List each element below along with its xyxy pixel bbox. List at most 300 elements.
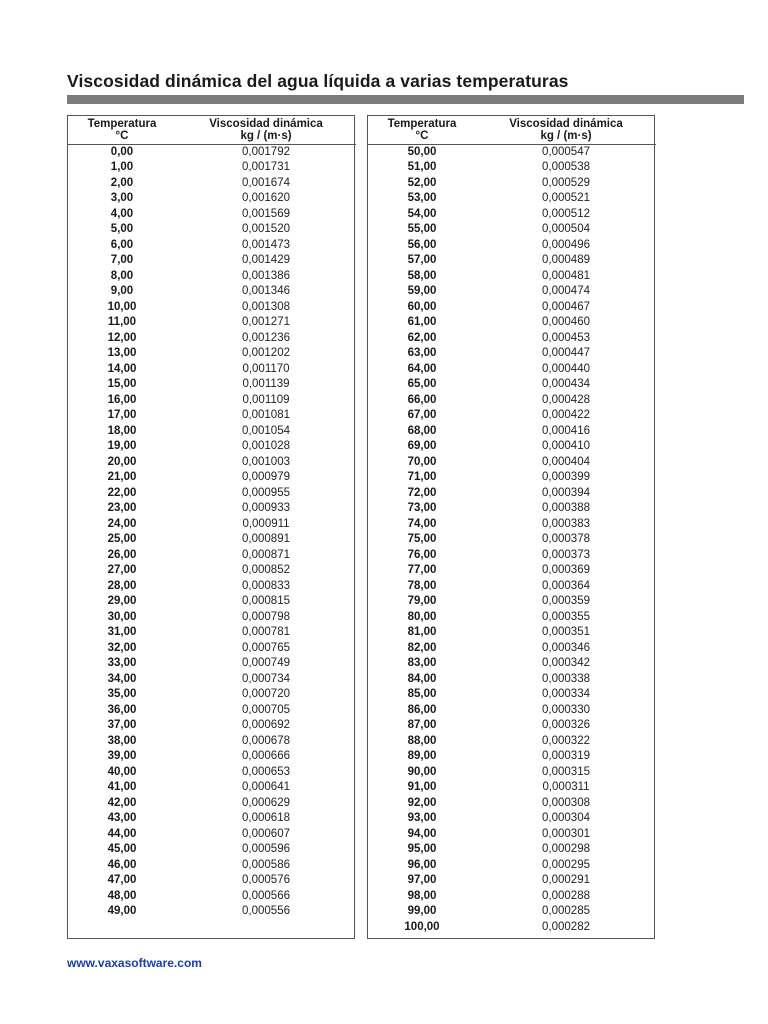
temperature-cell: 4,00 — [110, 207, 134, 220]
viscosity-cell: 0,001202 — [242, 347, 290, 359]
table-row — [368, 191, 656, 207]
table-row — [68, 269, 356, 285]
temperature-cell: 23,00 — [107, 502, 137, 514]
viscosity-cell: 0,001386 — [242, 269, 290, 282]
viscosity-cell: 0,000440 — [542, 362, 590, 375]
viscosity-cell: 0,000334 — [542, 688, 590, 700]
viscosity-cell: 0,001792 — [242, 145, 290, 158]
table-row — [68, 579, 356, 595]
viscosity-cell: 0,001429 — [242, 254, 290, 266]
table-row — [368, 176, 656, 192]
table-row — [68, 873, 356, 889]
viscosity-cell: 0,001569 — [242, 207, 290, 220]
header-unit: °C — [415, 130, 429, 142]
viscosity-cell: 0,000359 — [542, 595, 590, 607]
table-row — [68, 222, 356, 238]
viscosity-cell: 0,000911 — [242, 517, 290, 530]
temperature-cell: 76,00 — [407, 548, 437, 561]
temperature-cell: 30,00 — [107, 610, 137, 623]
viscosity-cell: 0,000852 — [242, 564, 290, 576]
temperature-cell: 35,00 — [107, 688, 137, 700]
viscosity-cell: 0,000416 — [542, 424, 590, 437]
temperature-cell: 41,00 — [107, 781, 137, 793]
viscosity-cell: 0,000308 — [542, 796, 590, 809]
temperature-cell: 32,00 — [107, 641, 137, 654]
viscosity-cell: 0,000434 — [542, 378, 590, 390]
viscosity-cell: 0,000871 — [242, 548, 290, 561]
temperature-cell: 65,00 — [407, 378, 437, 390]
table-row — [368, 920, 656, 936]
viscosity-cell: 0,000330 — [542, 703, 590, 716]
viscosity-cell: 0,000326 — [542, 719, 590, 731]
temperature-cell: 55,00 — [407, 223, 437, 235]
table-row — [68, 718, 356, 734]
table-row — [68, 889, 356, 905]
viscosity-cell: 0,000422 — [542, 409, 590, 421]
temperature-cell: 24,00 — [107, 517, 137, 530]
temperature-cell: 22,00 — [107, 486, 137, 499]
header-unit: °C — [115, 130, 129, 142]
viscosity-cell: 0,000467 — [542, 300, 590, 313]
table-row — [68, 253, 356, 269]
temperature-cell: 42,00 — [107, 796, 137, 809]
temperature-cell: 83,00 — [407, 657, 437, 669]
temperature-cell: 46,00 — [107, 858, 137, 871]
viscosity-cell: 0,000351 — [542, 626, 590, 638]
viscosity-cell: 0,001109 — [242, 393, 290, 406]
viscosity-cell: 0,000749 — [242, 657, 290, 669]
header-label: Temperatura — [387, 118, 457, 130]
table-row — [368, 144, 656, 160]
temperature-cell: 67,00 — [407, 409, 437, 421]
viscosity-cell: 0,000355 — [542, 610, 590, 623]
viscosity-cell: 0,000891 — [242, 533, 290, 545]
table-row — [368, 873, 656, 889]
table-row — [68, 780, 356, 796]
table-row — [68, 563, 356, 579]
temperature-cell: 48,00 — [107, 889, 137, 902]
temperature-cell: 91,00 — [407, 781, 437, 793]
table-row — [368, 501, 656, 517]
temperature-cell: 81,00 — [407, 626, 437, 638]
table-row — [368, 765, 656, 781]
table-row — [368, 563, 656, 579]
temperature-cell: 73,00 — [407, 502, 437, 514]
temperature-cell: 47,00 — [107, 874, 137, 886]
temperature-cell: 99,00 — [407, 905, 437, 917]
temperature-cell: 62,00 — [407, 331, 437, 344]
table-row — [368, 858, 656, 874]
temperature-cell: 38,00 — [107, 734, 137, 747]
temperature-cell: 50,00 — [407, 145, 437, 158]
temperature-cell: 93,00 — [407, 812, 437, 824]
temperature-cell: 5,00 — [110, 223, 134, 235]
footer-website-link[interactable]: www.vaxasoftware.com — [67, 956, 202, 970]
table-row — [368, 455, 656, 471]
table-body-left — [68, 144, 356, 920]
viscosity-cell: 0,000512 — [542, 207, 590, 220]
temperature-cell: 43,00 — [107, 812, 137, 824]
temperature-cell: 10,00 — [107, 300, 137, 313]
temperature-cell: 89,00 — [407, 750, 437, 762]
viscosity-cell: 0,000765 — [242, 641, 290, 654]
table-row — [68, 176, 356, 192]
temperature-cell: 82,00 — [407, 641, 437, 654]
table-row — [68, 532, 356, 548]
temperature-cell: 92,00 — [407, 796, 437, 809]
table-row — [68, 734, 356, 750]
table-row — [368, 160, 656, 176]
table-row — [68, 501, 356, 517]
table-row — [368, 362, 656, 378]
viscosity-cell: 0,000404 — [542, 455, 590, 468]
viscosity-cell: 0,000295 — [542, 858, 590, 871]
temperature-cell: 15,00 — [107, 378, 137, 390]
viscosity-cell: 0,001054 — [242, 424, 290, 437]
viscosity-cell: 0,000301 — [542, 827, 590, 840]
viscosity-cell: 0,000504 — [542, 223, 590, 235]
temperature-cell: 9,00 — [110, 285, 134, 297]
temperature-cell: 16,00 — [107, 393, 137, 406]
table-row — [68, 346, 356, 362]
viscosity-cell: 0,000547 — [542, 145, 590, 158]
viscosity-cell: 0,000586 — [242, 858, 290, 871]
table-row — [368, 486, 656, 502]
viscosity-cell: 0,000815 — [242, 595, 290, 607]
table-row — [68, 827, 356, 843]
temperature-cell: 77,00 — [407, 564, 437, 576]
table-row — [68, 796, 356, 812]
temperature-cell: 100,00 — [404, 920, 440, 933]
table-row — [368, 610, 656, 626]
table-header-row — [68, 116, 356, 144]
temperature-cell: 2,00 — [110, 176, 134, 189]
viscosity-cell: 0,000538 — [542, 161, 590, 173]
viscosity-cell: 0,000399 — [542, 471, 590, 483]
table-row — [68, 687, 356, 703]
temperature-cell: 80,00 — [407, 610, 437, 623]
viscosity-cell: 0,000285 — [542, 905, 590, 917]
viscosity-cell: 0,000388 — [542, 502, 590, 514]
header-label: Temperatura — [87, 118, 157, 130]
table-row — [68, 842, 356, 858]
temperature-cell: 60,00 — [407, 300, 437, 313]
table-row — [68, 362, 356, 378]
temperature-cell: 63,00 — [407, 347, 437, 359]
table-row — [68, 284, 356, 300]
table-row — [68, 656, 356, 672]
temperature-cell: 70,00 — [407, 455, 437, 468]
temperature-cell: 19,00 — [107, 440, 137, 452]
table-row — [368, 207, 656, 223]
table-row — [368, 253, 656, 269]
viscosity-cell: 0,000383 — [542, 517, 590, 530]
viscosity-cell: 0,000304 — [542, 812, 590, 824]
table-row — [368, 780, 656, 796]
viscosity-cell: 0,000678 — [242, 734, 290, 747]
viscosity-cell: 0,000933 — [242, 502, 290, 514]
table-row — [368, 470, 656, 486]
viscosity-column-header — [476, 116, 656, 144]
table-row — [368, 548, 656, 564]
table-row — [368, 656, 656, 672]
temperature-cell: 18,00 — [107, 424, 137, 437]
temperature-cell: 64,00 — [407, 362, 437, 375]
temperature-cell: 74,00 — [407, 517, 437, 530]
viscosity-cell: 0,000576 — [242, 874, 290, 886]
viscosity-cell: 0,000319 — [542, 750, 590, 762]
viscosity-cell: 0,000311 — [542, 781, 590, 793]
viscosity-cell: 0,000489 — [542, 254, 590, 266]
table-row — [68, 455, 356, 471]
viscosity-cell: 0,000607 — [242, 827, 290, 840]
temperature-cell: 68,00 — [407, 424, 437, 437]
viscosity-cell: 0,000720 — [242, 688, 290, 700]
temperature-cell: 21,00 — [107, 471, 137, 483]
viscosity-cell: 0,000338 — [542, 672, 590, 685]
temperature-cell: 34,00 — [107, 672, 137, 685]
temperature-cell: 7,00 — [110, 254, 134, 266]
viscosity-cell: 0,000692 — [242, 719, 290, 731]
viscosity-cell: 0,001346 — [242, 285, 290, 297]
temperature-cell: 53,00 — [407, 192, 437, 204]
temperature-cell: 61,00 — [407, 316, 437, 328]
table-row — [68, 486, 356, 502]
header-unit: kg / (m·s) — [240, 130, 292, 142]
table-row — [368, 269, 656, 285]
viscosity-cell: 0,000447 — [542, 347, 590, 359]
temperature-cell: 86,00 — [407, 703, 437, 716]
viscosity-cell: 0,000496 — [542, 238, 590, 251]
table-row — [368, 579, 656, 595]
temperature-cell: 84,00 — [407, 672, 437, 685]
table-row — [68, 641, 356, 657]
table-row — [68, 765, 356, 781]
table-row — [68, 858, 356, 874]
temperature-cell: 36,00 — [107, 703, 137, 716]
viscosity-cell: 0,001236 — [242, 331, 290, 344]
viscosity-cell: 0,000373 — [542, 548, 590, 561]
temperature-cell: 1,00 — [110, 161, 134, 173]
temperature-cell: 37,00 — [107, 719, 137, 731]
table-row — [68, 300, 356, 316]
temperature-cell: 96,00 — [407, 858, 437, 871]
temperature-cell: 29,00 — [107, 595, 137, 607]
viscosity-cell: 0,001139 — [242, 378, 290, 390]
title-divider-bar — [67, 95, 744, 104]
temperature-cell: 88,00 — [407, 734, 437, 747]
viscosity-cell: 0,000369 — [542, 564, 590, 576]
viscosity-cell: 0,000529 — [542, 176, 590, 189]
viscosity-cell: 0,000410 — [542, 440, 590, 452]
temperature-cell: 0,00 — [110, 145, 134, 158]
table-row — [368, 703, 656, 719]
table-row — [368, 625, 656, 641]
table-row — [68, 238, 356, 254]
temperature-cell: 44,00 — [107, 827, 137, 840]
temperature-cell: 26,00 — [107, 548, 137, 561]
viscosity-table-left — [67, 115, 355, 939]
viscosity-cell: 0,000666 — [242, 750, 290, 762]
temperature-cell: 52,00 — [407, 176, 437, 189]
viscosity-cell: 0,000346 — [542, 641, 590, 654]
table-row — [68, 377, 356, 393]
table-row — [68, 207, 356, 223]
temperature-cell: 40,00 — [107, 765, 137, 778]
viscosity-cell: 0,000288 — [542, 889, 590, 902]
temperature-cell: 20,00 — [107, 455, 137, 468]
table-header-row — [368, 116, 656, 144]
table-row — [68, 625, 356, 641]
table-row — [68, 331, 356, 347]
viscosity-table-right — [367, 115, 655, 939]
temperature-cell: 58,00 — [407, 269, 437, 282]
viscosity-cell: 0,001170 — [242, 362, 290, 375]
table-row — [68, 517, 356, 533]
temperature-cell: 59,00 — [407, 285, 437, 297]
viscosity-cell: 0,000453 — [542, 331, 590, 344]
temperature-cell: 79,00 — [407, 595, 437, 607]
table-row — [68, 594, 356, 610]
viscosity-cell: 0,001731 — [242, 161, 290, 173]
table-row — [368, 331, 656, 347]
table-row — [368, 532, 656, 548]
temperature-cell: 12,00 — [107, 331, 137, 344]
viscosity-cell: 0,000378 — [542, 533, 590, 545]
viscosity-cell: 0,001081 — [242, 409, 290, 421]
table-row — [368, 687, 656, 703]
viscosity-cell: 0,000322 — [542, 734, 590, 747]
table-row — [68, 439, 356, 455]
temperature-cell: 13,00 — [107, 347, 137, 359]
viscosity-cell: 0,001674 — [242, 176, 290, 189]
table-row — [368, 284, 656, 300]
table-row — [368, 346, 656, 362]
temperature-cell: 90,00 — [407, 765, 437, 778]
table-row — [368, 300, 656, 316]
table-row — [368, 827, 656, 843]
header-label: Viscosidad dinámica — [509, 118, 623, 130]
table-row — [68, 424, 356, 440]
viscosity-cell: 0,000460 — [542, 316, 590, 328]
table-row — [68, 315, 356, 331]
table-row — [68, 393, 356, 409]
table-body-right — [368, 144, 656, 935]
temperature-cell: 56,00 — [407, 238, 437, 251]
table-row — [68, 160, 356, 176]
temperature-cell: 45,00 — [107, 843, 137, 855]
table-row — [368, 718, 656, 734]
table-row — [368, 238, 656, 254]
viscosity-cell: 0,000798 — [242, 610, 290, 623]
temperature-cell: 69,00 — [407, 440, 437, 452]
temperature-cell: 49,00 — [107, 905, 137, 917]
temperature-cell: 85,00 — [407, 688, 437, 700]
table-row — [368, 641, 656, 657]
viscosity-cell: 0,000481 — [542, 269, 590, 282]
page-title: Viscosidad dinámica del agua líquida a varias temperaturas — [67, 71, 569, 91]
viscosity-cell: 0,000364 — [542, 579, 590, 592]
viscosity-cell: 0,000556 — [242, 905, 290, 917]
table-row — [368, 842, 656, 858]
viscosity-cell: 0,000833 — [242, 579, 290, 592]
temperature-cell: 25,00 — [107, 533, 137, 545]
temperature-cell: 66,00 — [407, 393, 437, 406]
viscosity-cell: 0,000342 — [542, 657, 590, 669]
viscosity-cell: 0,000641 — [242, 781, 290, 793]
temperature-cell: 72,00 — [407, 486, 437, 499]
table-row — [368, 222, 656, 238]
table-row — [68, 749, 356, 765]
temperature-cell: 11,00 — [107, 316, 137, 328]
temperature-cell: 33,00 — [107, 657, 137, 669]
table-row — [68, 548, 356, 564]
table-row — [68, 610, 356, 626]
table-row — [68, 470, 356, 486]
viscosity-cell: 0,000428 — [542, 393, 590, 406]
viscosity-cell: 0,000282 — [542, 920, 590, 933]
table-row — [368, 672, 656, 688]
temperature-cell: 14,00 — [107, 362, 137, 375]
temperature-cell: 28,00 — [107, 579, 137, 592]
viscosity-cell: 0,000521 — [542, 192, 590, 204]
table-row — [368, 424, 656, 440]
table-row — [368, 315, 656, 331]
table-row — [68, 703, 356, 719]
table-row — [368, 889, 656, 905]
viscosity-cell: 0,000474 — [542, 285, 590, 297]
table-row — [368, 904, 656, 920]
viscosity-cell: 0,001473 — [242, 238, 290, 251]
table-row — [68, 672, 356, 688]
temperature-cell: 51,00 — [407, 161, 437, 173]
temperature-cell: 39,00 — [107, 750, 137, 762]
temperature-column-header — [68, 116, 176, 144]
viscosity-cell: 0,001620 — [242, 192, 290, 204]
table-row — [368, 408, 656, 424]
viscosity-cell: 0,001308 — [242, 300, 290, 313]
viscosity-cell: 0,000618 — [242, 812, 290, 824]
table-row — [368, 749, 656, 765]
temperature-cell: 94,00 — [407, 827, 437, 840]
viscosity-cell: 0,001003 — [242, 455, 290, 468]
viscosity-cell: 0,000734 — [242, 672, 290, 685]
temperature-cell: 75,00 — [407, 533, 437, 545]
temperature-cell: 6,00 — [110, 238, 134, 251]
temperature-cell: 27,00 — [107, 564, 137, 576]
viscosity-cell: 0,000291 — [542, 874, 590, 886]
table-row — [368, 796, 656, 812]
temperature-cell: 87,00 — [407, 719, 437, 731]
table-row — [368, 811, 656, 827]
table-row — [68, 904, 356, 920]
table-row — [68, 191, 356, 207]
viscosity-cell: 0,000979 — [242, 471, 290, 483]
header-label: Viscosidad dinámica — [209, 118, 323, 130]
viscosity-cell: 0,000298 — [542, 843, 590, 855]
table-row — [368, 517, 656, 533]
temperature-column-header — [368, 116, 476, 144]
temperature-cell: 31,00 — [107, 626, 137, 638]
temperature-cell: 71,00 — [407, 471, 437, 483]
temperature-cell: 57,00 — [407, 254, 437, 266]
table-row — [368, 393, 656, 409]
viscosity-cell: 0,000566 — [242, 889, 290, 902]
viscosity-cell: 0,000781 — [242, 626, 290, 638]
temperature-cell: 78,00 — [407, 579, 437, 592]
table-row — [368, 377, 656, 393]
viscosity-cell: 0,000596 — [242, 843, 290, 855]
